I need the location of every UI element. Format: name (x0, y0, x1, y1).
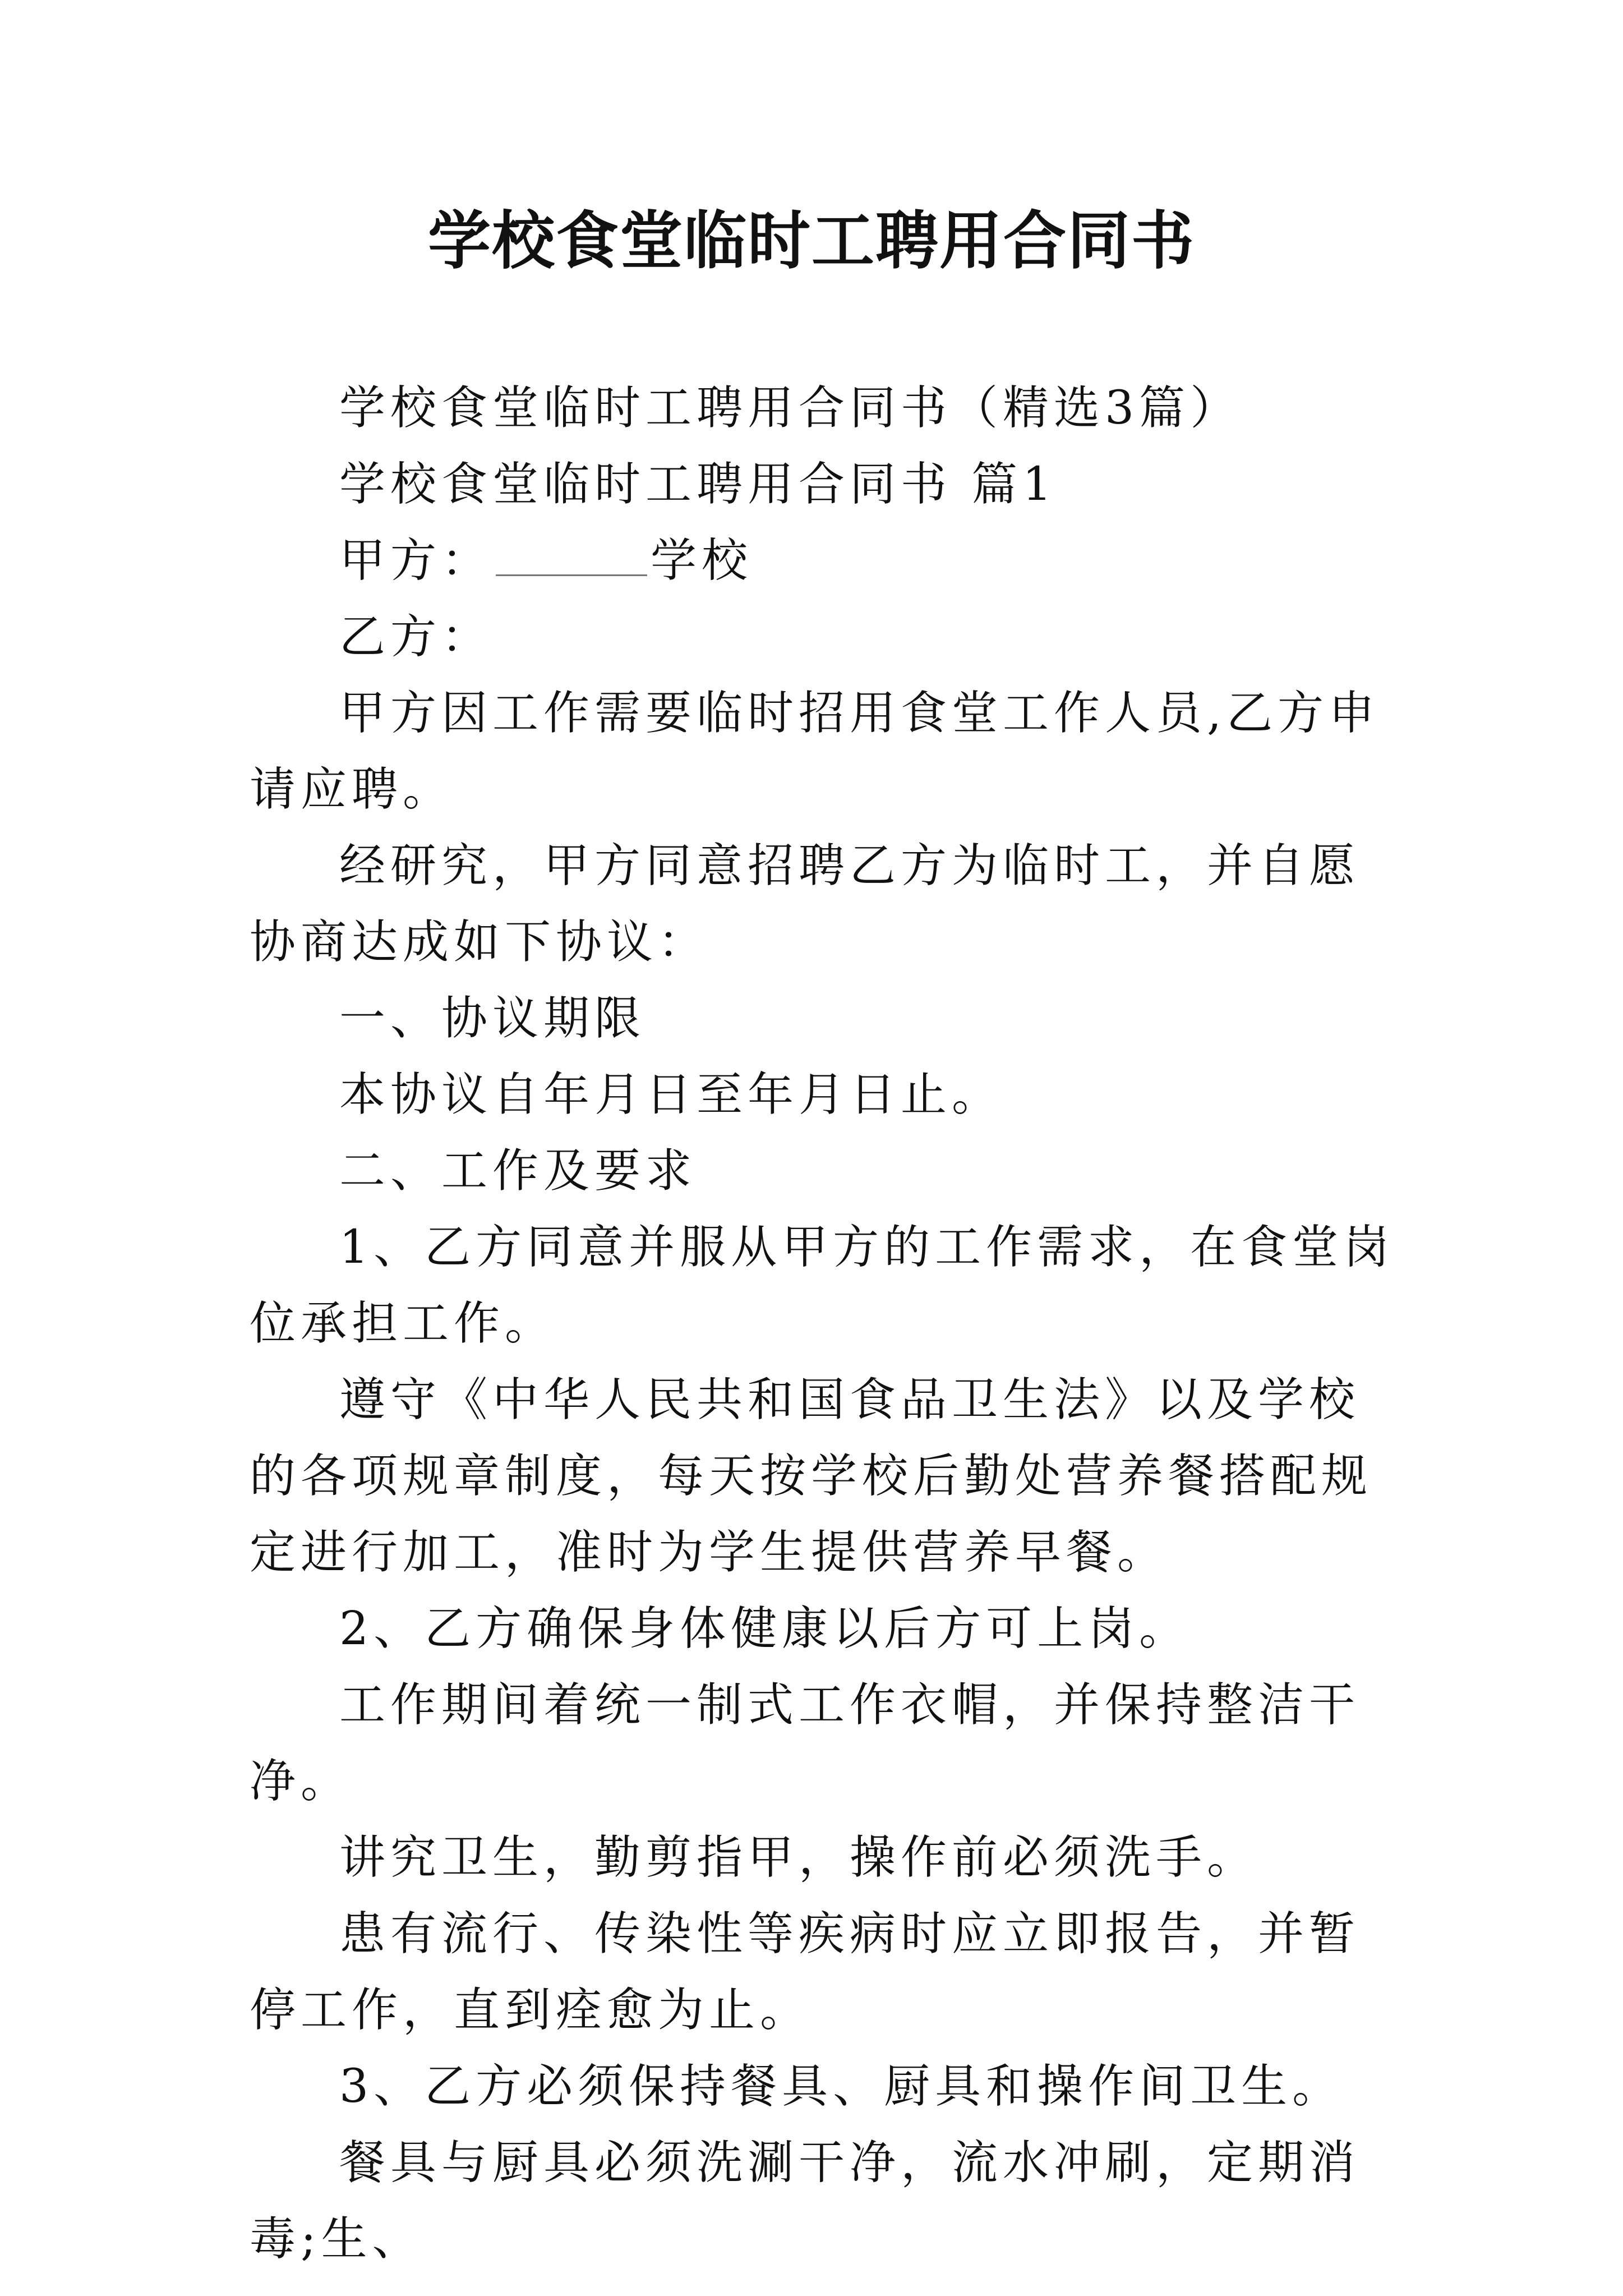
paragraph: 1、乙方同意并服从甲方的工作需求，在食堂岗位承担工作。 (250, 1221, 1395, 1350)
paragraph: 二、工作及要求 (339, 1144, 697, 1198)
paragraph: 经研究，甲方同意招聘乙方为临时工，并自愿协商达成如下协议： (250, 839, 1361, 969)
party-a-label: 甲方： (339, 534, 493, 587)
paragraph: 3、乙方必须保持餐具、厨具和操作间卫生。 (339, 2060, 1344, 2113)
document-body (250, 370, 1399, 2277)
paragraph: 餐具与厨具必须洗涮干净，流水冲刷，定期消毒;生、 (250, 2136, 1361, 2266)
paragraph: 患有流行、传染性等疾病时应立即报告，并暂停工作，直到痊愈为止。 (250, 1907, 1361, 2037)
paragraph: 讲究卫生，勤剪指甲，操作前必须洗手。 (339, 1831, 1258, 1884)
section-heading: 学校食堂临时工聘用合同书 篇1 (339, 458, 1057, 511)
party-a-blank (496, 535, 647, 576)
paragraph: 甲方因工作需要临时招用食堂工作人员,乙方申请应聘。 (250, 687, 1380, 816)
party-b-line: 乙方： (339, 610, 493, 664)
document-subtitle: 学校食堂临时工聘用合同书（精选3篇） (339, 381, 1242, 435)
paragraph: 本协议自年月日至年月日止。 (339, 1068, 1003, 1121)
document-title: 学校食堂临时工聘用合同书 (428, 205, 1195, 278)
paragraph: 2、乙方确保身体健康以后方可上岗。 (339, 1602, 1191, 1655)
party-a-suffix: 学校 (651, 534, 753, 587)
paragraph: 一、协议期限 (339, 992, 646, 1045)
party-a-line (250, 523, 1399, 599)
paragraph: 工作期间着统一制式工作衣帽，并保持整洁干净。 (250, 1678, 1361, 1808)
paragraph: 遵守《中华人民共和国食品卫生法》以及学校的各项规章制度，每天按学校后勤处营养餐搭配规定进行加工，准时为学生提供营养早餐。 (250, 1373, 1373, 1579)
